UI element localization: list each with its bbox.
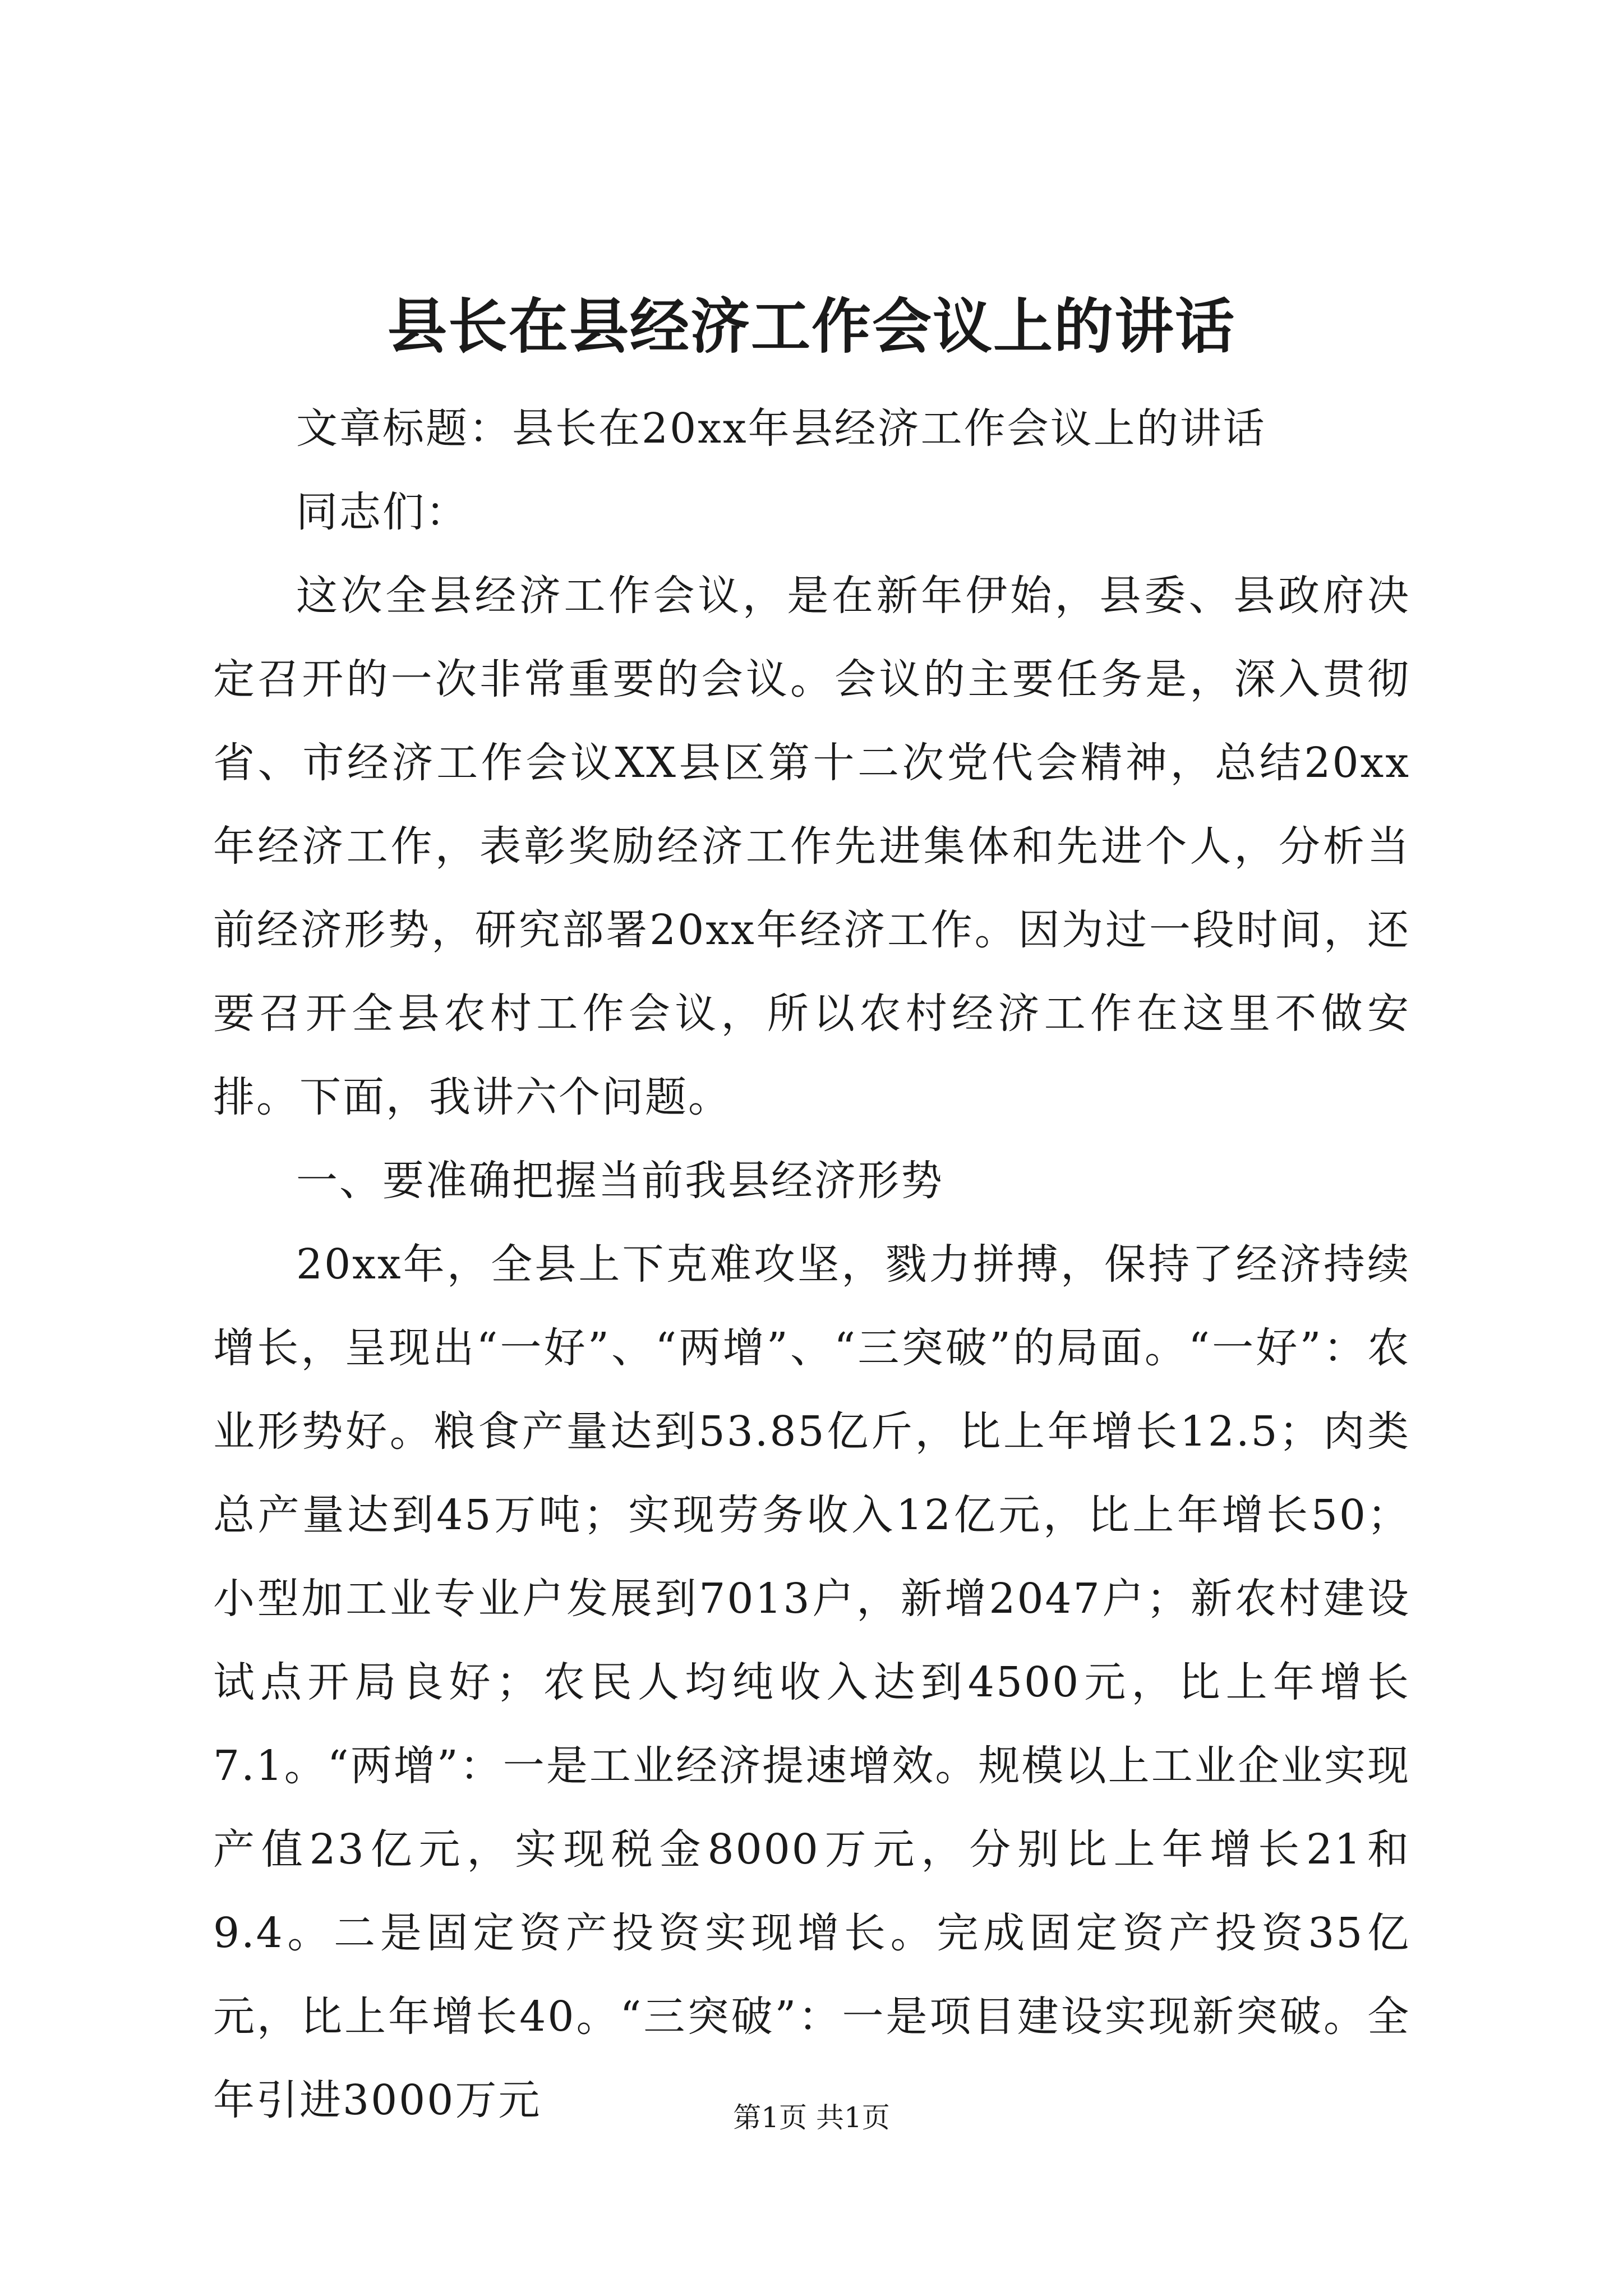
page-footer: 第1页 共1页 xyxy=(733,2101,890,2134)
salutation: 同志们： xyxy=(296,488,469,536)
body-paragraph: 这次全县经济工作会议，是在新年伊始，县委、县政府决定召开的一次非常重要的会议。会议的主要任务是，深入贯彻省、市经济工作会议XX县区第十二次党代会精神，总结20xx年经济工作，表彰奖励经济工作先进集体和先进个人，分析当前经济形势，研究部署20xx年经济工作。因为过一段时间，还要召开全县农村工作会议，所以农村经济工作在这里不做安排。下面，我讲六个问题。 xyxy=(213,572,1410,1121)
article-title-line: 文章标题：县长在20xx年县经济工作会议上的讲话 xyxy=(296,404,1266,453)
body-paragraph: 20xx年，全县上下克难攻坚，戮力拼搏，保持了经济持续增长，呈现出“一好”、“两增”、“三突破”的局面。“一好”：农业形势好。粮食产量达到53.85亿斤，比上年增长12.5；肉类总产量达到45万吨；实现劳务收入12亿元，比上年增长50；小型加工业专业户发展到7013户，新增2047户；新农村建设试点开局良好；农民人均纯收入达到4500元，比上年增长7.1。“两增”：一是工业经济提速增效。规模以上工业企业实现产值23亿元，实现税金8000万元，分别比上年增长21和9.4。二是固定资产投资实现增长。完成固定资产投资35亿元，比上年增长40。“三突破”：一是项目建设实现新突破。全年引进3000万元 xyxy=(213,1240,1410,2124)
document-body xyxy=(213,387,1410,2142)
section-heading: 一、要准确把握当前我县经济形势 xyxy=(296,1157,944,1205)
document-title: 县长在县经济工作会议上的讲话 xyxy=(388,291,1235,361)
